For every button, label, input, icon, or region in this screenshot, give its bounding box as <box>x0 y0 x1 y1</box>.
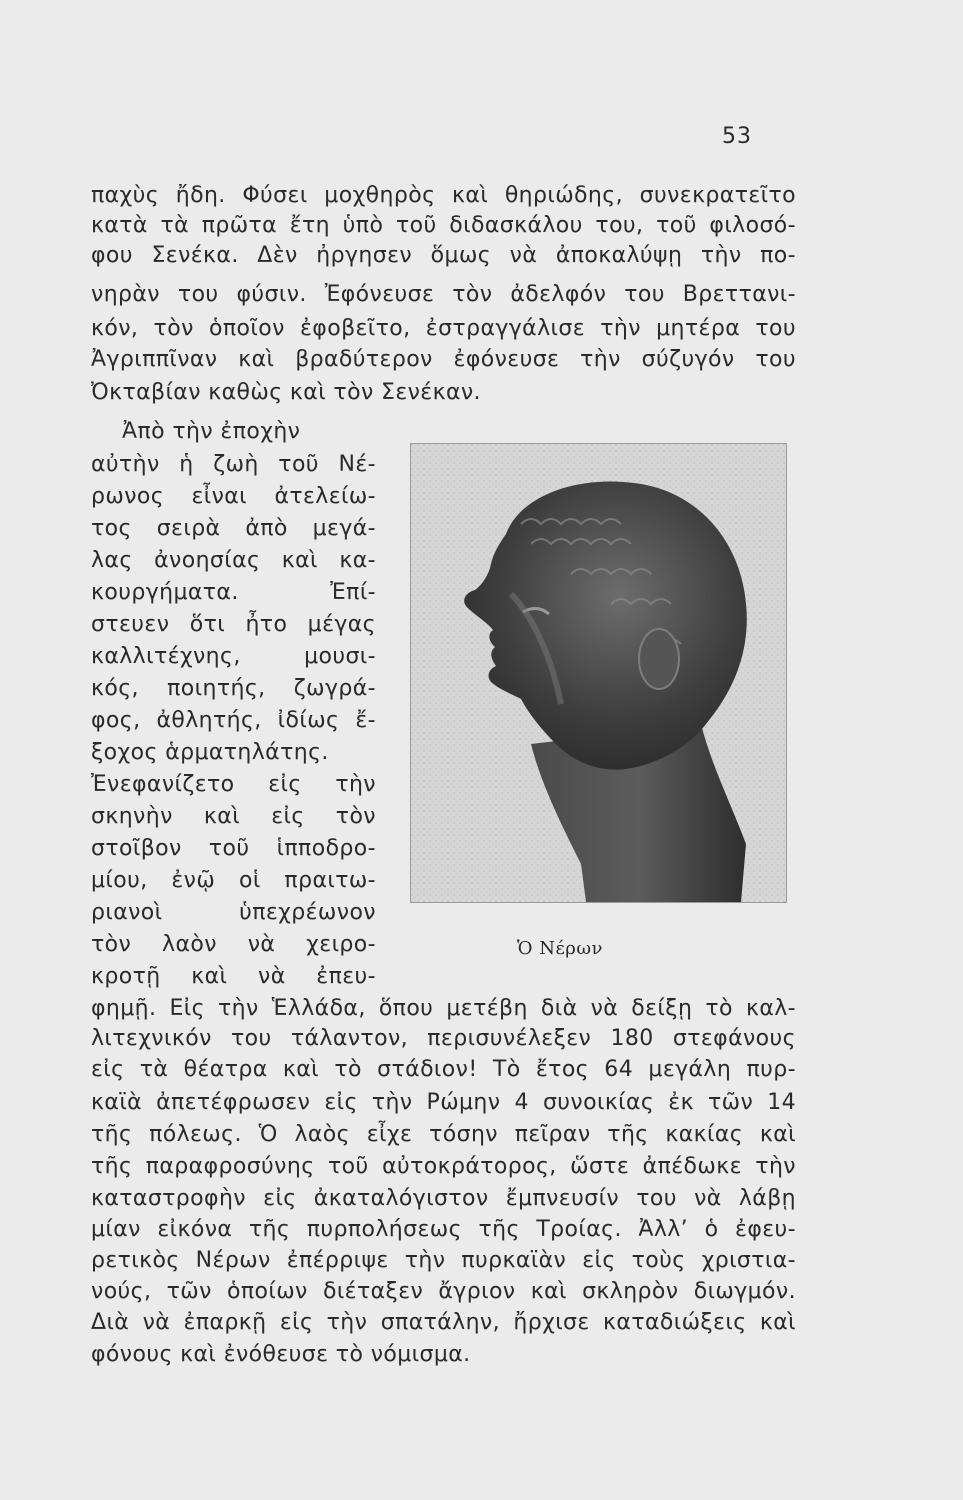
text-line: καταστροφὴν εἰς ἀκαταλόγιστον ἔμπνευσίν του νὰ λάβῃ <box>91 1186 796 1211</box>
text-line: τος σειρὰ ἀπὸ μεγά- <box>91 516 376 541</box>
nero-portrait-image <box>411 444 786 902</box>
text-line: Ἀπὸ τὴν ἐποχὴν <box>122 419 301 444</box>
text-line: καϊὰ ἀπετέφρωσεν εἰς τὴν Ρώμην 4 συνοικίας ἐκ τῶν 14 <box>91 1090 796 1115</box>
text-line: Ἐνεφανίζετο εἰς τὴν <box>91 772 376 797</box>
text-line: ξοχος ἁρματηλάτης. <box>91 740 329 765</box>
text-line: στευεν ὅτι ἦτο μέγας <box>91 612 376 637</box>
text-line: καλλιτέχνης, μουσι- <box>91 644 376 669</box>
text-line: μίου, ἐνῷ οἱ πραιτω- <box>91 868 376 893</box>
text-line: τῆς πόλεως. Ὁ λαὸς εἶχε τόσην πεῖραν τῆς κακίας καὶ <box>91 1122 796 1147</box>
text-line: εἰς τὰ θέατρα καὶ τὸ στάδιον! Τὸ ἔτος 64 μεγάλη πυρ- <box>91 1057 796 1082</box>
text-line: ριανοὶ ὑπεχρέωνον <box>91 900 376 925</box>
text-line: κόν, τὸν ὁποῖον ἐφοβεῖτο, ἐστραγγάλισε τὴν μητέρα του <box>91 316 796 341</box>
text-line: ρωνος εἶναι ἀτελείω- <box>91 484 376 509</box>
text-line: κουργήματα. Ἐπί- <box>91 580 376 605</box>
text-line: αὐτὴν ἡ ζωὴ τοῦ Νέ- <box>91 452 376 477</box>
text-line: κός, ποιητής, ζωγρά- <box>91 676 376 701</box>
text-line: Διὰ νὰ ἐπαρκῇ εἰς τὴν σπατάλην, ἤρχισε καταδιώξεις καὶ <box>91 1310 796 1335</box>
text-line: Ἀγριππῖναν καὶ βραδύτερον ἐφόνευσε τὴν σύζυγόν του <box>91 347 796 372</box>
text-line: κατὰ τὰ πρῶτα ἔτη ὑπὸ τοῦ διδασκάλου του, τοῦ φιλοσό- <box>91 213 796 238</box>
text-line: κροτῇ καὶ νὰ ἐπευ- <box>91 964 376 989</box>
text-line: τὸν λαὸν νὰ χειρο- <box>91 932 376 957</box>
text-line: φημῇ. Εἰς τὴν Ἑλλάδα, ὅπου μετέβη διὰ νὰ δείξῃ τὸ καλ- <box>91 996 796 1021</box>
text-line: φος, ἀθλητής, ἰδίως ἔ- <box>91 708 376 733</box>
text-line: σκηνὴν καὶ εἰς τὸν <box>91 804 376 829</box>
text-line: στοῖβον τοῦ ἱπποδρο- <box>91 836 376 861</box>
text-line: λας ἀνοησίας καὶ κα- <box>91 548 376 573</box>
text-line: ρετικὸς Νέρων ἐπέρριψε τὴν πυρκαϊὰν εἰς τοὺς χριστια- <box>91 1248 796 1273</box>
text-line: φου Σενέκα. Δὲν ἠργησεν ὅμως νὰ ἀποκαλύψῃ τὴν πο- <box>91 243 796 268</box>
text-line: τῆς παραφροσύνης τοῦ αὐτοκράτορος, ὥστε ἀπέδωκε τὴν <box>91 1154 796 1179</box>
text-line: φόνους καὶ ἐνόθευσε τὸ νόμισμα. <box>91 1342 471 1367</box>
nero-portrait-figure <box>410 443 787 903</box>
text-line: λιτεχνικόν του τάλαντον, περισυνέλεξεν 180 στεφάνους <box>91 1026 796 1051</box>
text-line: παχὺς ἤδη. Φύσει μοχθηρὸς καὶ θηριώδης, συνεκρατεῖτο <box>91 183 796 208</box>
text-line: Ὀκταβίαν καθὼς καὶ τὸν Σενέκαν. <box>91 380 481 405</box>
text-line: μίαν εἰκόνα τῆς πυρπολήσεως τῆς Τροίας. Ἀλλ’ ὁ ἐφευ- <box>91 1217 796 1242</box>
page-number: 53 <box>722 124 752 149</box>
figure-caption: Ὁ Νέρων <box>517 938 603 959</box>
text-line: νηρὰν του φύσιν. Ἐφόνευσε τὸν ἀδελφόν του Βρεττανι- <box>91 282 796 307</box>
text-line: νούς, τῶν ὁποίων διέταξεν ἄγριον καὶ σκληρὸν διωγμόν. <box>91 1279 796 1304</box>
